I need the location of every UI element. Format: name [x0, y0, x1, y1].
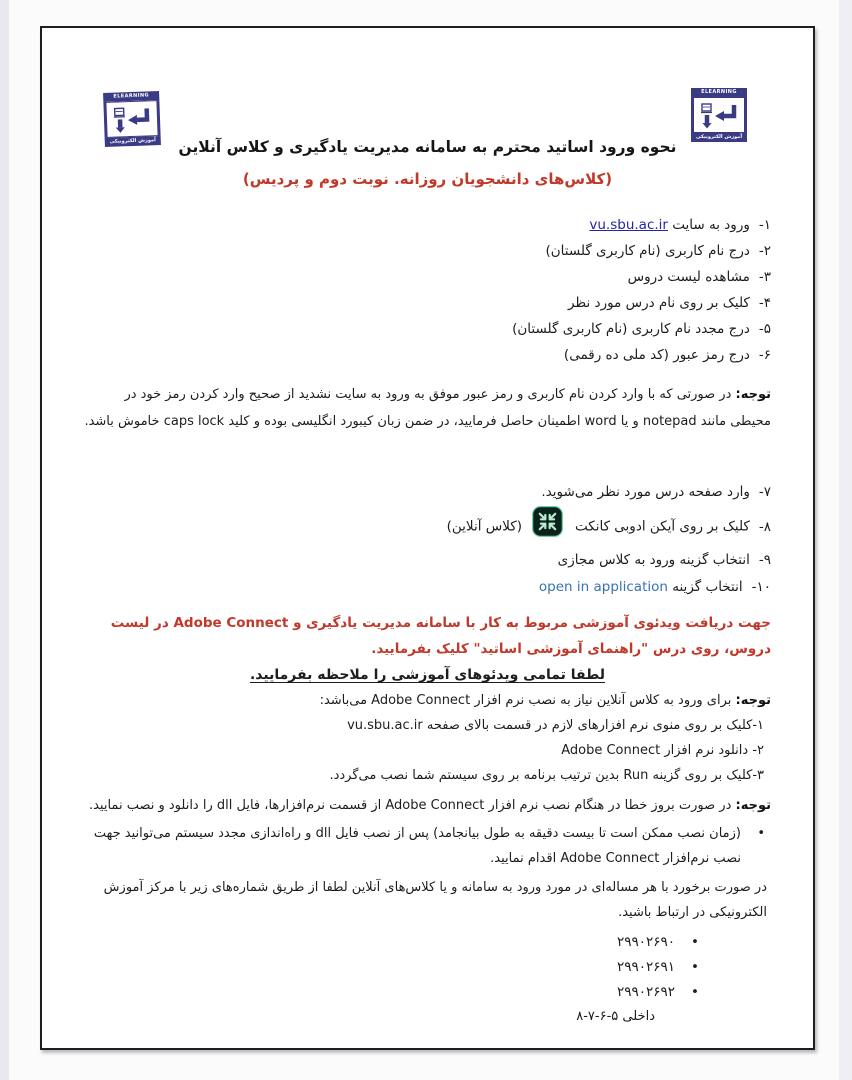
list-item-step-4 — [84, 290, 771, 316]
elearning-logo-left — [103, 91, 161, 147]
note-label: توجه: — [735, 693, 771, 708]
dll-bullet-text: (زمان نصب ممکن است تا بیست دقیقه به طول بیانجامد) پس از نصب فایل dll و راه‌اندازی مجدد سیستم می‌توانید جهت نصب نرم‌افزار Adobe Connect اقدام نمایید. — [93, 826, 741, 866]
password-note — [84, 381, 771, 435]
step-number: ۵- — [758, 321, 771, 337]
step-text: وارد صفحه درس مورد نظر می‌شوید. — [541, 484, 750, 500]
class-entry-steps-list — [84, 479, 771, 601]
document-page — [40, 26, 815, 1050]
step-number: ۹- — [758, 552, 771, 568]
vu-sbu-link[interactable]: vu.sbu.ac.ir — [589, 217, 668, 233]
phone-number: ۲۹۹۰۲۶۹۱ — [617, 959, 676, 975]
elearning-logo-right — [691, 88, 747, 142]
dll-note — [84, 793, 771, 818]
step-number: ۱۰- — [751, 579, 771, 595]
elearning-logo-icon — [691, 97, 747, 133]
elearning-logo-caption: آموزش الکترونیکی — [105, 136, 161, 147]
phone-row — [84, 931, 699, 953]
list-item-step-6 — [84, 342, 771, 368]
photo-edge-right — [839, 0, 852, 1080]
page-title: نحوه ورود اساتید محترم به سامانه مدیریت یادگیری و کلاس آنلاین — [178, 138, 677, 156]
step-number: ۳- — [758, 269, 771, 285]
watch-all-videos-line: لطفا تمامی ویدئوهای آموزشی را ملاحظه بفرمایید. — [249, 667, 606, 683]
list-item-step-10 — [84, 574, 771, 601]
step-text: درج رمز عبور (کد ملی ده رقمی) — [563, 347, 750, 363]
step-text: کلیک بر روی آیکن ادوبی کانکت — [574, 518, 750, 535]
phone-number: ۲۹۹۰۲۶۹۲ — [617, 984, 676, 1000]
note-label: توجه: — [735, 387, 771, 402]
note-text: در صورتی که با وارد کردن نام کاربری و رمز عبور موفق به ورود به سایت نشدید از صحیح وارد کردن رمز خود در محیطی مانند notepad و یا word اطمینان حاصل فرمایید، در ضمن زبان کیبورد انگلیسی بوده و کلید caps lock خاموش باشد. — [84, 387, 771, 429]
list-item-step-1 — [84, 212, 771, 238]
step-text: انتخاب گزینه — [672, 579, 743, 595]
install-note — [84, 688, 771, 713]
install-substep-2: ۲- دانلود نرم افزار Adobe Connect — [561, 743, 764, 758]
training-video-notice: جهت دریافت ویدئوی آموزشی مربوط به کار با سامانه مدیریت یادگیری و Adobe Connect در لیست دروس، روی درس "راهنمای آموزشی اساتید" کلیک بفرمایید. — [110, 615, 771, 657]
note-text: در صورت بروز خطا در هنگام نصب نرم افزار Adobe Connect از قسمت نرم‌افزارها، فایل dll را دانلود و نصب نمایید. — [88, 798, 732, 813]
step-text: درج نام کاربری (نام کاربری گلستان) — [545, 243, 750, 259]
dll-bullet-item — [84, 821, 771, 871]
list-item-step-5 — [84, 316, 771, 342]
step-number: ۷- — [758, 484, 771, 500]
step-text: درج مجدد نام کاربری (نام کاربری گلستان) — [512, 321, 750, 337]
bullet-marker: • — [691, 959, 699, 975]
login-steps-list — [84, 212, 771, 368]
elearning-arrows-icon — [111, 104, 154, 133]
step-number: ۶- — [758, 347, 771, 363]
elearning-logo-wordmark: ELEARNING — [691, 88, 747, 97]
note-text: برای ورود به کلاس آنلاین نیاز به نصب نرم افزار Adobe Connect می‌باشد: — [319, 693, 732, 708]
adobe-connect-icon — [532, 506, 563, 547]
note-label: توجه: — [735, 798, 771, 813]
phone-number: ۲۹۹۰۲۶۹۰ — [617, 934, 676, 950]
open-in-application-option[interactable]: open in application — [538, 579, 668, 595]
phone-list — [84, 931, 771, 1003]
install-substep-1: ۱-کلیک بر روی منوی نرم افزارهای لازم در قسمت بالای صفحه vu.sbu.ac.ir — [347, 718, 764, 733]
step-text: کلیک بر روی نام درس مورد نظر — [567, 295, 750, 311]
elearning-arrows-icon — [698, 101, 740, 129]
step-text: ورود به سایت — [672, 217, 750, 233]
photo-edge-left — [0, 0, 9, 1080]
elearning-logo-caption: آموزش الکترونیکی — [691, 133, 747, 142]
phone-row — [84, 956, 699, 978]
page-subtitle: (کلاس‌های دانشجویان روزانه. نوبت دوم و پردیس) — [242, 170, 613, 188]
step-text: مشاهده لیست دروس — [627, 269, 750, 285]
phone-row — [84, 981, 699, 1003]
bullet-marker: • — [691, 934, 699, 950]
extension-numbers: داخلی ۵-۶-۷-۸ — [576, 1009, 655, 1024]
elearning-logo-wordmark: ELEARNING — [103, 91, 159, 102]
install-substeps — [84, 713, 771, 788]
step-text: انتخاب گزینه ورود به کلاس مجازی — [557, 552, 750, 568]
step-number: ۸- — [758, 518, 771, 535]
step-number: ۴- — [758, 295, 771, 311]
list-item-step-7 — [84, 479, 771, 506]
step-number: ۲- — [758, 243, 771, 259]
contact-intro: در صورت برخورد با هر مساله‌ای در مورد ورود به سامانه و یا کلاس‌های آنلاین لطفا از طریق شماره‌های زیر با مرکز آموزش الکترونیکی در ارتباط باشید. — [103, 880, 767, 920]
list-item-step-8 — [84, 506, 771, 547]
bullet-marker: • — [691, 984, 699, 1000]
list-item-step-3 — [84, 264, 771, 290]
list-item-step-2 — [84, 238, 771, 264]
step-number: ۱- — [758, 217, 771, 233]
step-suffix: (کلاس آنلاین) — [446, 518, 522, 535]
install-substep-3: ۳-کلیک بر روی گزینه Run بدین ترتیب برنامه بر روی سیستم شما نصب می‌گردد. — [329, 768, 764, 783]
list-item-step-9 — [84, 547, 771, 574]
bullet-marker: • — [757, 826, 765, 841]
elearning-logo-icon — [103, 100, 160, 138]
